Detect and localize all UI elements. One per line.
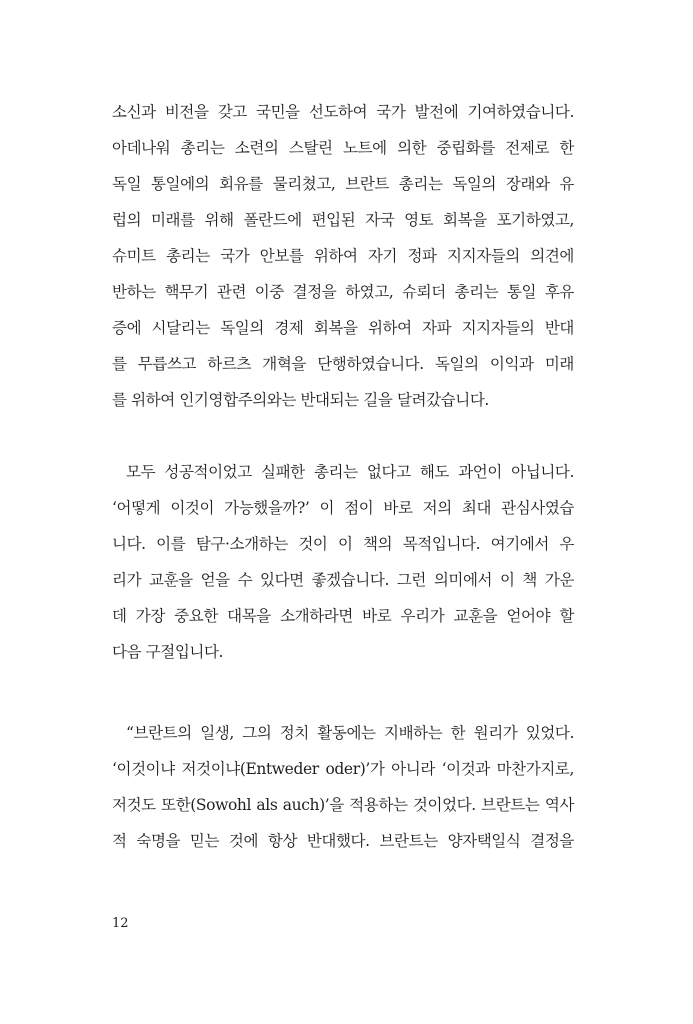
paragraph-3-line-4: 적 숙명을 믿는 것에 항상 반대했다. 브란트는 양자택일식 결정을 bbox=[112, 832, 574, 850]
paragraph-3-line-3: 저것도 또한(Sowohl als auch)’을 적용하는 것이었다. 브란트는 역사 bbox=[112, 796, 574, 814]
paragraph-3-line-2: ‘이것이냐 저것이냐(Entweder oder)’가 아니라 ‘이것과 마찬가지로, bbox=[112, 760, 574, 778]
paragraph-1-line-6: 반하는 핵무기 관련 이중 결정을 하였고, 슈뢰더 총리는 통일 후유 bbox=[112, 283, 574, 301]
paragraph-1-line-8: 를 무릅쓰고 하르츠 개혁을 단행하였습니다. 독일의 이익과 미래 bbox=[112, 355, 574, 373]
paragraph-1-line-7: 증에 시달리는 독일의 경제 회복을 위하여 자파 지지자들의 반대 bbox=[112, 319, 574, 337]
paragraph-1-line-2: 아데나워 총리는 소련의 스탈린 노트에 의한 중립화를 전제로 한 bbox=[112, 139, 574, 157]
paragraph-2-line-2: ‘어떻게 이것이 가능했을까?’ 이 점이 바로 저의 최대 관심사였습 bbox=[112, 499, 574, 517]
paragraph-1-line-5: 슈미트 총리는 국가 안보를 위하여 자기 정파 지지자들의 의견에 bbox=[112, 247, 574, 265]
paragraph-1-line-4: 럽의 미래를 위해 폴란드에 편입된 자국 영토 회복을 포기하였고, bbox=[112, 211, 574, 229]
paragraph-1-line-9: 를 위하여 인기영합주의와는 반대되는 길을 달려갔습니다. bbox=[112, 391, 489, 409]
paragraph-1-line-3: 독일 통일에의 회유를 물리쳤고, 브란트 총리는 독일의 장래와 유 bbox=[112, 175, 574, 193]
paragraph-2-line-6: 다음 구절입니다. bbox=[112, 643, 224, 661]
paragraph-2-line-1: 모두 성공적이었고 실패한 총리는 없다고 해도 과언이 아닙니다. bbox=[126, 463, 574, 481]
paragraph-3-line-1: “브란트의 일생, 그의 정치 활동에는 지배하는 한 원리가 있었다. bbox=[126, 724, 574, 742]
paragraph-2-line-5: 데 가장 중요한 대목을 소개하라면 바로 우리가 교훈을 얻어야 할 bbox=[112, 607, 574, 625]
paragraph-2-line-3: 니다. 이를 탐구·소개하는 것이 이 책의 목적입니다. 여기에서 우 bbox=[112, 535, 574, 553]
page-number: 12 bbox=[112, 916, 129, 931]
paragraph-2-line-4: 리가 교훈을 얻을 수 있다면 좋겠습니다. 그런 의미에서 이 책 가운 bbox=[112, 571, 574, 589]
paragraph-1-line-1: 소신과 비전을 갖고 국민을 선도하여 국가 발전에 기여하였습니다. bbox=[112, 103, 574, 121]
